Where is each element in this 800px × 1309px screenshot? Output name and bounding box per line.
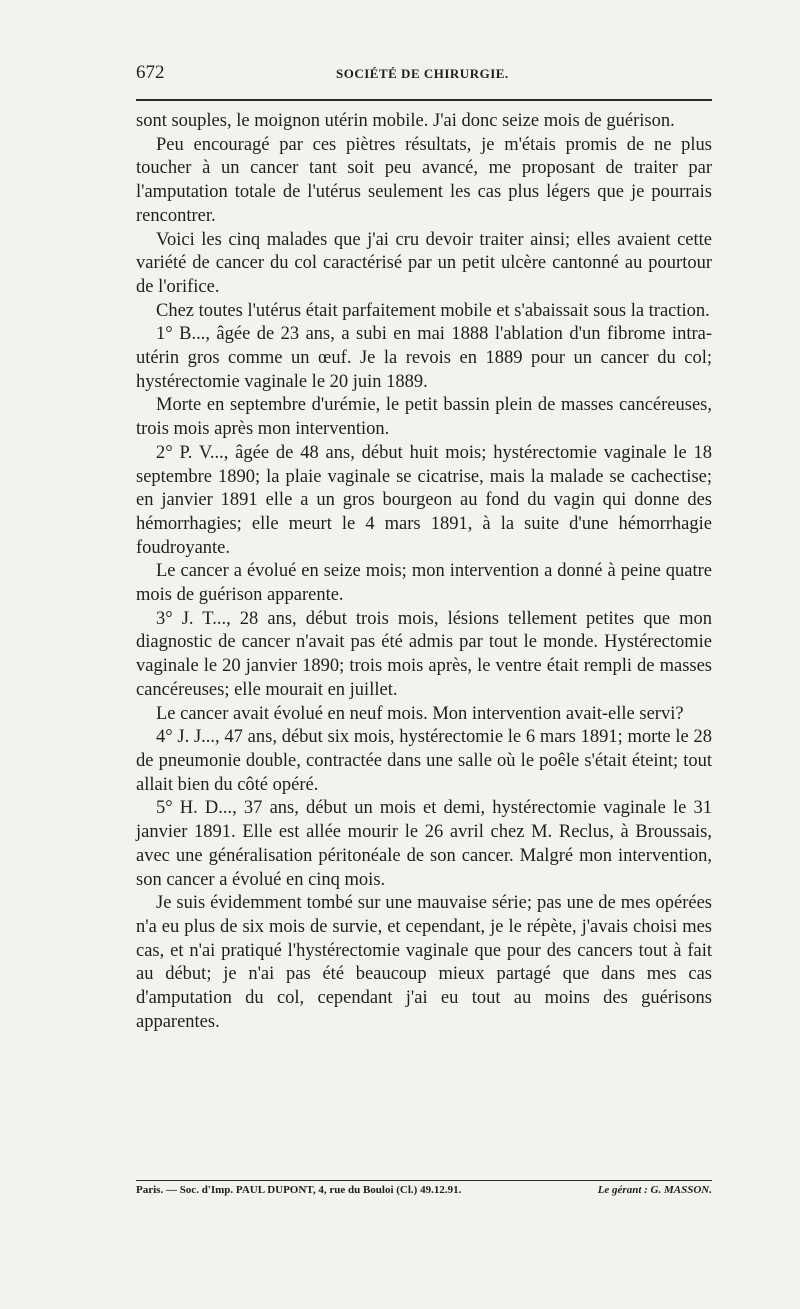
footer-rule [136,1180,712,1181]
paragraph: Le cancer avait évolué en neuf mois. Mon intervention avait-elle servi? [156,703,684,724]
header-rule [136,99,712,101]
page-number: 672 [136,62,165,83]
paragraph: sont souples, le moignon utérin mobile. J'ai donc seize mois de guérison. [136,111,675,131]
paragraph: Chez toutes l'utérus était parfaitement mobile et s'abaissait sous la traction. [156,300,710,321]
body-text [136,110,712,1034]
manager-signature: Le gérant : G. MASSON. [597,1184,712,1196]
running-head: SOCIÉTÉ DE CHIRURGIE. [336,66,509,81]
paragraph: Je suis évidemment tombé sur une mauvaise série; pas une de mes opérées n'a eu plus de six mois de survie, et cependant, je le répète, j'avais choisi mes cas, et n'ai pratiqué l'hystérectomie vaginale que pour des cancers tout à fait au début; je n'ai pas été beaucoup mieux partagé que dans mes cas d'amputation du col, cependant j'ai eu tout au moins des guérisons apparentes. [136,893,712,1032]
paragraph: 3° J. T..., 28 ans, début trois mois, lésions tellement petites que mon diagnostic de cancer n'avait pas été admis par tout le monde. Hystérectomie vaginale le 20 janvier 1890; trois mois après, le ventre était rempli de masses cancéreuses; elle mourait en juillet. [136,608,712,700]
paragraph: 2° P. V..., âgée de 48 ans, début huit mois; hystérectomie vaginale le 18 septembre 1890; la plaie vaginale se cicatrise, mais la malade se cachectise; en janvier 1891 elle a un gros bourgeon au fond du vagin qui donne des hémorrhagies; elle meurt le 4 mars 1891, à la suite d'une hémorrhagie foudroyante. [136,442,712,558]
paragraph: 1° B..., âgée de 23 ans, a subi en mai 1888 l'ablation d'un fibrome intra-utérin gros comme un œuf. Je la revois en 1889 pour un cancer du col; hystérectomie vaginale le 20 juin 1889. [136,324,712,392]
paragraph: Peu encouragé par ces piètres résultats, je m'étais promis de ne plus toucher à un cancer tant soit peu avancé, me proposant de traiter par l'amputation totale de l'utérus seulement les cas plus légers que je pourrais rencontrer. [136,134,712,226]
paragraph: 5° H. D..., 37 ans, début un mois et demi, hystérectomie vaginale le 31 janvier 1891. Elle est allée mourir le 26 avril chez M. Reclus, à Broussais, avec une généralisation péritonéale de son cancer. Malgré mon intervention, son cancer a évolué en cinq mois. [136,798,712,890]
paragraph: Le cancer a évolué en seize mois; mon intervention a donné à peine quatre mois de guérison apparente. [136,561,712,606]
page-footer [136,1184,712,1196]
page-header [136,62,712,90]
printer-imprint: Paris. — Soc. d'Imp. PAUL DUPONT, 4, rue du Bouloi (Cl.) 49.12.91. [136,1184,462,1196]
paragraph: 4° J. J..., 47 ans, début six mois, hystérectomie le 6 mars 1891; morte le 28 de pneumonie double, contractée dans une salle où le poêle s'était éteint; tout allait bien du côté opéré. [136,727,712,795]
paragraph: Morte en septembre d'urémie, le petit bassin plein de masses cancéreuses, trois mois après mon intervention. [136,395,712,440]
paragraph: Voici les cinq malades que j'ai cru devoir traiter ainsi; elles avaient cette variété de cancer du col caractérisé par un petit ulcère cantonné au pourtour de l'orifice. [136,229,712,297]
